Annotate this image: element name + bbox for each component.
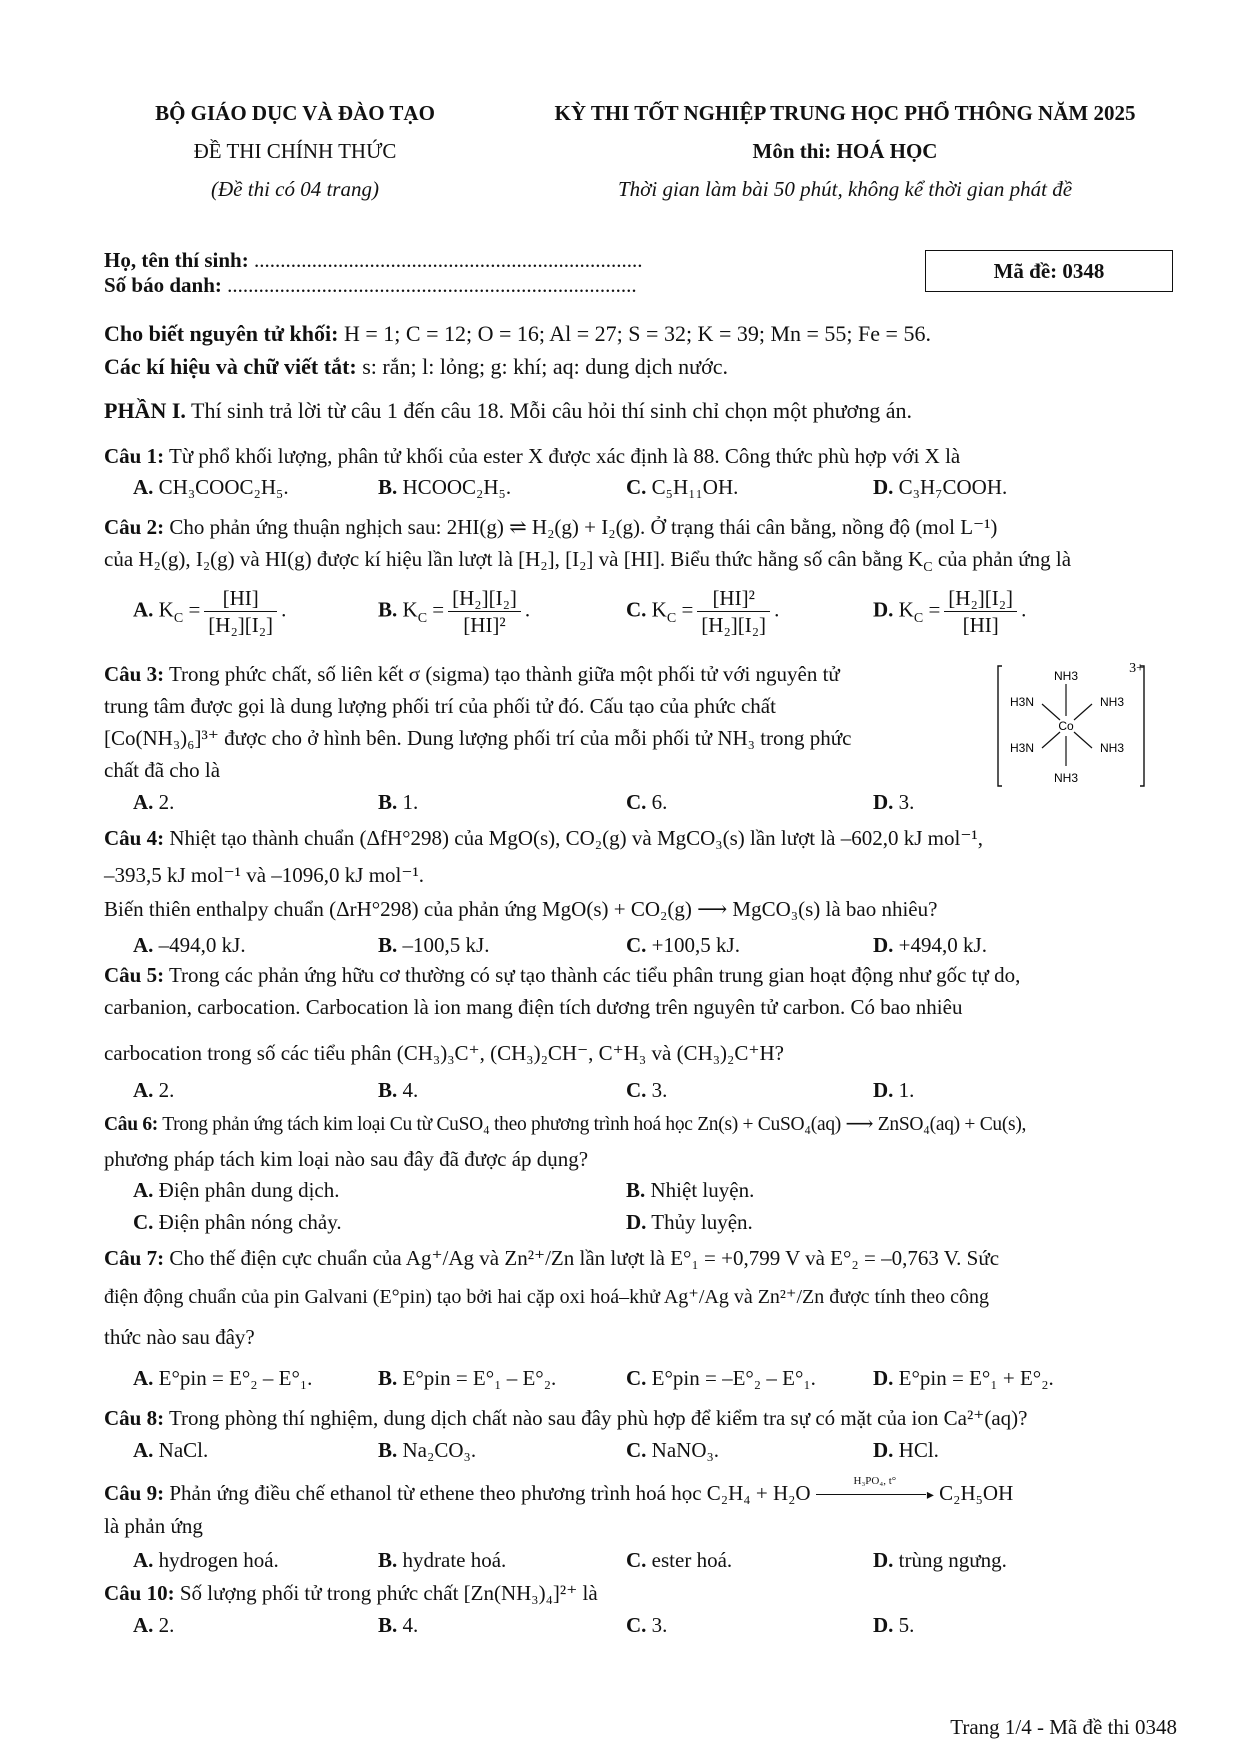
option-b[interactable] (378, 1077, 418, 1103)
atomic-mass-label: Cho biết nguyên tử khối: (104, 321, 339, 346)
option-letter: C. (626, 475, 647, 499)
candidate-name-field[interactable]: .......................................................................... (253, 248, 643, 272)
question-label: Câu 8: (104, 1406, 165, 1430)
option-letter: C. (626, 597, 647, 622)
abbreviations-line (104, 353, 728, 381)
ministry-name: BỘ GIÁO DỤC VÀ ĐÀO TẠO (155, 101, 435, 125)
option-letter: D. (626, 1210, 647, 1234)
option-letter: C. (626, 933, 647, 957)
option-d[interactable] (873, 1077, 914, 1103)
option-text: C₅H₁₁OH. (651, 475, 739, 499)
denominator: [H₂][I₂] (701, 613, 767, 638)
kc-subscript: C (417, 610, 428, 626)
header-right (520, 100, 1170, 214)
question-5-options (0, 1077, 1241, 1105)
option-text: E°pin = E°₂ – E°₁. (158, 1366, 313, 1390)
option-text: CH₃COOC₂H₅. (158, 475, 289, 499)
question-text-end: của phản ứng là (932, 547, 1072, 571)
option-letter: D. (873, 1366, 894, 1390)
denominator: [HI] (962, 613, 999, 638)
question-10-options (0, 1612, 1241, 1640)
option-text: 1. (898, 1078, 915, 1102)
option-letter: C. (626, 1438, 647, 1462)
question-6-options (0, 1177, 1241, 1241)
option-text: trùng ngưng. (898, 1548, 1007, 1572)
question-10 (104, 1580, 598, 1606)
option-c[interactable] (626, 789, 667, 815)
question-text: Phản ứng điều chế ethanol từ ethene theo phương trình hoá học C₂H₄ + H₂O (169, 1481, 811, 1505)
option-text: 2. (158, 1078, 175, 1102)
option-text: Điện phân dung dịch. (158, 1178, 340, 1202)
option-text: 1. (402, 790, 419, 814)
question-label: Câu 2: (104, 515, 165, 539)
option-letter: A. (133, 1548, 154, 1572)
question-text: Số lượng phối tử trong phức chất [Zn(NH₃)₄]²⁺ là (179, 1581, 598, 1605)
question-5-line1 (104, 962, 1020, 988)
option-letter: A. (133, 1078, 154, 1102)
option-c[interactable]: C. $K_C$ = $\frac{\text{[HI]²}}{\text{[H₂][I₂]}}$ . (626, 586, 780, 638)
option-letter: C. (626, 1078, 647, 1102)
option-letter: D. (873, 790, 894, 814)
question-text: Cho phản ứng thuận nghịch sau: 2HI(g) ⇌ H₂(g) + I₂(g). Ở trạng thái cân bằng, nồng độ (mol L⁻¹) (169, 515, 998, 539)
question-8-options (0, 1437, 1241, 1465)
question-2-options (0, 585, 1241, 651)
option-text: 6. (651, 790, 668, 814)
option-b[interactable] (378, 474, 511, 500)
option-text: 4. (402, 1078, 419, 1102)
ligand-upper-right: NH3 (1099, 695, 1125, 709)
option-a[interactable] (133, 789, 174, 815)
option-letter: B. (378, 597, 398, 622)
option-letter: B. (378, 475, 398, 499)
question-6-line2: phương pháp tách kim loại nào sau đây đã được áp dụng? (104, 1147, 589, 1171)
option-d[interactable] (626, 1209, 753, 1235)
question-label: Câu 6: (104, 1114, 158, 1135)
option-letter: C. (626, 1548, 647, 1572)
question-text: Trong phản ứng tách kim loại Cu từ CuSO₄ theo phương trình hoá học Zn(s) + CuSO₄(aq) ⟶ ZnSO₄(aq) + Cu(s), (162, 1114, 1027, 1135)
option-letter: D. (873, 1078, 894, 1102)
part1-label: PHẦN I. (104, 398, 186, 423)
option-text: –100,5 kJ. (402, 933, 490, 957)
reaction-condition: H₃PO₄, t° (853, 1475, 897, 1488)
option-text: E°pin = –E°₂ – E°₁. (651, 1366, 816, 1390)
option-text: HCOOC₂H₅. (402, 475, 512, 499)
option-c[interactable] (626, 1612, 667, 1638)
question-3-line2: trung tâm được gọi là dung lượng phối trí của phối tử đó. Cấu tạo của phức chất (104, 694, 776, 718)
numerator: [H₂][I₂] (448, 585, 521, 612)
option-c[interactable] (626, 474, 738, 500)
option-letter: B. (378, 1613, 398, 1637)
option-a[interactable] (133, 1437, 208, 1463)
option-d[interactable] (873, 474, 1007, 500)
question-text: Từ phổ khối lượng, phân tử khối của ester X được xác định là 88. Công thức phù hợp với X là (168, 444, 961, 468)
kc-subscript: C (666, 610, 677, 626)
option-letter: A. (133, 933, 154, 957)
option-letter: B. (378, 1548, 398, 1572)
question-2-line2 (104, 546, 1072, 576)
question-3-line3: [Co(NH₃)₆]³⁺ được cho ở hình bên. Dung lượng phối trí của mỗi phối tử NH₃ trong phức (104, 726, 852, 750)
option-letter: C. (626, 1366, 647, 1390)
option-c[interactable] (626, 1437, 719, 1463)
option-letter: C. (626, 1613, 647, 1637)
question-4-line2: –393,5 kJ mol⁻¹ và –1096,0 kJ mol⁻¹. (104, 863, 425, 887)
question-9-options (0, 1547, 1241, 1575)
candidate-name-row (104, 247, 642, 273)
option-a[interactable] (133, 1177, 339, 1203)
product-formula: C₂H₅OH (939, 1481, 1014, 1505)
reaction-arrow (816, 1475, 934, 1505)
option-text: HCl. (898, 1438, 939, 1462)
option-b[interactable] (378, 1547, 506, 1573)
option-text: E°pin = E°₁ + E°₂. (898, 1366, 1054, 1390)
candidate-id-row (104, 272, 637, 298)
option-letter: D. (873, 933, 894, 957)
fraction (448, 585, 521, 639)
option-text: hydrogen hoá. (158, 1548, 279, 1572)
subject: Môn thi: HOÁ HỌC (752, 139, 938, 163)
option-letter: A. (133, 597, 154, 622)
option-b[interactable] (378, 1365, 556, 1391)
option-b[interactable] (378, 932, 489, 958)
question-label: Câu 3: (104, 662, 165, 686)
option-c[interactable] (133, 1209, 342, 1235)
kc-symbol: K (898, 597, 914, 622)
abbreviations-label: Các kí hiệu và chữ viết tắt: (104, 354, 357, 379)
question-9-line1 (104, 1475, 1014, 1506)
option-letter: C. (626, 790, 647, 814)
option-text: 3. (651, 1613, 668, 1637)
option-c[interactable] (626, 1547, 732, 1573)
kc-subscript: C (173, 610, 184, 626)
option-c[interactable] (626, 1077, 667, 1103)
question-text: Trong phòng thí nghiệm, dung dịch chất nào sau đây phù hợp để kiểm tra sự có mặt của ion Ca²⁺(aq)? (168, 1406, 1028, 1430)
question-1 (104, 443, 960, 469)
exam-title: KỲ THI TỐT NGHIỆP TRUNG HỌC PHỔ THÔNG NĂM 2025 (554, 101, 1136, 125)
arrow-shaft (816, 1494, 926, 1495)
kc-subscript: C (923, 560, 933, 576)
exam-status: ĐỀ THI CHÍNH THỨC (193, 139, 397, 163)
header-left (110, 100, 480, 214)
option-d[interactable] (873, 1547, 1007, 1573)
option-d[interactable] (873, 1612, 914, 1638)
atomic-mass-values: H = 1; C = 12; O = 16; Al = 27; S = 32; K = 39; Mn = 55; Fe = 56. (343, 321, 931, 346)
part1-instructions (104, 397, 912, 425)
question-label: Câu 7: (104, 1246, 165, 1270)
ligand-bottom: NH3 (1053, 771, 1079, 785)
option-letter: A. (133, 1366, 154, 1390)
option-letter: D. (873, 475, 894, 499)
option-text: C₃H₇COOH. (898, 475, 1008, 499)
option-letter: A. (133, 790, 154, 814)
option-b[interactable] (378, 1437, 476, 1463)
question-label: Câu 1: (104, 444, 165, 468)
option-letter: A. (133, 1178, 154, 1202)
numerator: [H₂][I₂] (944, 585, 1017, 612)
question-3-line1 (104, 661, 840, 687)
ligand-lower-left: H3N (1009, 741, 1035, 755)
question-label: Câu 9: (104, 1481, 165, 1505)
option-letter: D. (873, 1438, 894, 1462)
question-4-options (0, 932, 1241, 960)
option-a[interactable] (133, 932, 246, 958)
question-text: Nhiệt tạo thành chuẩn (ΔfH°298) của MgO(s), CO₂(g) và MgCO₃(s) lần lượt là –602,0 kJ mol⁻¹, (169, 826, 983, 850)
kc-symbol: K (158, 597, 174, 622)
question-3-line4: chất đã cho là (104, 758, 221, 782)
question-4-line1 (104, 825, 983, 851)
question-7-options (0, 1365, 1241, 1393)
option-b[interactable] (626, 1177, 754, 1203)
question-7-line2: điện động chuẩn của pin Galvani (E°pin) tạo bởi hai cặp oxi hoá–khử Ag⁺/Ag và Zn²⁺/Zn được tính theo công (104, 1286, 989, 1308)
kc-symbol: K (402, 597, 418, 622)
option-text: +494,0 kJ. (898, 933, 987, 957)
numerator: [HI] (204, 585, 277, 612)
option-c[interactable] (626, 932, 740, 958)
page-footer: Trang 1/4 - Mã đề thi 0348 (950, 1715, 1177, 1739)
page-count: (Đề thi có 04 trang) (211, 177, 379, 201)
kc-symbol: K (651, 597, 667, 622)
question-7-line3: thức nào sau đây? (104, 1325, 255, 1349)
question-label: Câu 4: (104, 826, 165, 850)
option-a[interactable] (133, 1365, 312, 1391)
question-3-options (0, 789, 1241, 817)
option-text: Thủy luyện. (651, 1210, 753, 1234)
option-text: 2. (158, 1613, 175, 1637)
question-9-line2: là phản ứng (104, 1514, 203, 1538)
option-letter: A. (133, 1613, 154, 1637)
option-a[interactable] (133, 474, 289, 500)
option-d[interactable] (873, 1437, 939, 1463)
question-text: Trong các phản ứng hữu cơ thường có sự tạo thành các tiểu phân trung gian hoạt động như gốc tự do, (168, 963, 1021, 987)
denominator: [H₂][I₂] (208, 613, 274, 638)
question-4-line3: Biến thiên enthalpy chuẩn (ΔrH°298) của phản ứng MgO(s) + CO₂(g) ⟶ MgCO₃(s) là bao nhiêu? (104, 897, 938, 921)
question-text: của H₂(g), I₂(g) và HI(g) được kí hiệu lần lượt là [H₂], [I₂] và [HI]. Biểu thức hằng số cân bằng K (104, 547, 924, 571)
question-1-options (0, 474, 1241, 502)
option-b[interactable]: B. $K_C$ = $\frac{\text{[H₂][I₂]}}{\text{[HI]²}}$ . (378, 586, 531, 638)
option-text: Nhiệt luyện. (650, 1178, 755, 1202)
option-letter: A. (133, 1438, 154, 1462)
option-letter: B. (626, 1178, 646, 1202)
question-2-line1 (104, 514, 997, 540)
question-5-line2: carbanion, carbocation. Carbocation là ion mang điện tích dương trên nguyên tử carbon. Có bao nhiêu (104, 995, 963, 1019)
option-text: +100,5 kJ. (651, 933, 740, 957)
candidate-id-field[interactable]: .............................................................................. (227, 273, 637, 297)
option-letter: B. (378, 933, 398, 957)
kc-subscript: C (913, 610, 924, 626)
time-limit: Thời gian làm bài 50 phút, không kể thời gian phát đề (617, 177, 1073, 201)
option-b[interactable] (378, 1612, 418, 1638)
option-d[interactable] (873, 789, 914, 815)
option-a[interactable] (133, 1547, 279, 1573)
complex-charge: 3+ (1129, 661, 1144, 676)
option-letter: B. (378, 1366, 398, 1390)
ligand-lower-right: NH3 (1099, 741, 1125, 755)
option-letter: D. (873, 1548, 894, 1572)
option-letter: B. (378, 790, 398, 814)
option-a[interactable]: A. $K_C$ = $\frac{[HI]}{\text{[H₂][I₂]}}$ . (133, 586, 287, 638)
option-a[interactable] (133, 1077, 174, 1103)
option-letter: D. (873, 597, 894, 622)
atomic-mass-line (104, 320, 931, 348)
abbreviations-text: s: rắn; l: lỏng; g: khí; aq: dung dịch nước. (362, 354, 728, 379)
option-text: ester hoá. (651, 1548, 733, 1572)
question-8 (104, 1405, 1027, 1431)
option-b[interactable] (378, 789, 418, 815)
cobalt-complex-structure (996, 660, 1146, 790)
option-text: 3. (898, 790, 915, 814)
fraction (697, 585, 770, 639)
numerator: [HI]² (697, 585, 770, 612)
question-text: Trong phức chất, số liên kết σ (sigma) tạo thành giữa một phối tử với nguyên tử (168, 662, 840, 686)
question-6-line1 (104, 1113, 1026, 1137)
ligand-upper-left: H3N (1009, 695, 1035, 709)
option-letter: A. (133, 475, 154, 499)
option-text: 2. (158, 790, 175, 814)
part1-text: Thí sinh trả lời từ câu 1 đến câu 18. Mỗi câu hỏi thí sinh chỉ chọn một phương án. (191, 398, 913, 423)
option-d[interactable]: D. $K_C$ = $\frac{\text{[H₂][I₂]}}{[HI]}$ . (873, 586, 1027, 638)
question-text: Cho thế điện cực chuẩn của Ag⁺/Ag và Zn²⁺/Zn lần lượt là E°₁ = +0,799 V và E°₂ = –0,763 V. Sức (169, 1246, 1000, 1270)
candidate-name-label: Họ, tên thí sinh: (104, 248, 249, 272)
option-c[interactable] (626, 1365, 816, 1391)
option-d[interactable] (873, 932, 987, 958)
denominator: [HI]² (463, 613, 506, 638)
option-letter: B. (378, 1078, 398, 1102)
option-d[interactable] (873, 1365, 1054, 1391)
option-text: NaNO₃. (651, 1438, 720, 1462)
question-7-line1 (104, 1245, 999, 1271)
exam-code-box: Mã đề: 0348 (925, 250, 1173, 292)
option-letter: D. (873, 1613, 894, 1637)
option-text: E°pin = E°₁ – E°₂. (402, 1366, 557, 1390)
fraction (944, 585, 1017, 639)
question-label: Câu 10: (104, 1581, 175, 1605)
central-atom: Co (1058, 719, 1074, 733)
question-label: Câu 5: (104, 963, 165, 987)
option-a[interactable] (133, 1612, 174, 1638)
option-letter: C. (133, 1210, 154, 1234)
option-letter: B. (378, 1438, 398, 1462)
option-text: NaCl. (158, 1438, 209, 1462)
option-text: Na₂CO₃. (402, 1438, 477, 1462)
candidate-id-label: Số báo danh: (104, 273, 222, 297)
arrow-head-icon: ▸ (926, 1488, 934, 1504)
question-5-line3: carbocation trong số các tiểu phân (CH₃)₃C⁺, (CH₃)₂CH⁻, C⁺H₃ và (CH₃)₂C⁺H? (104, 1041, 784, 1065)
option-text: hydrate hoá. (402, 1548, 507, 1572)
option-text: Điện phân nóng chảy. (158, 1210, 342, 1234)
option-text: 3. (651, 1078, 668, 1102)
option-text: –494,0 kJ. (158, 933, 246, 957)
option-text: 5. (898, 1613, 915, 1637)
ligand-top: NH3 (1053, 669, 1079, 683)
fraction (204, 585, 277, 639)
option-text: 4. (402, 1613, 419, 1637)
